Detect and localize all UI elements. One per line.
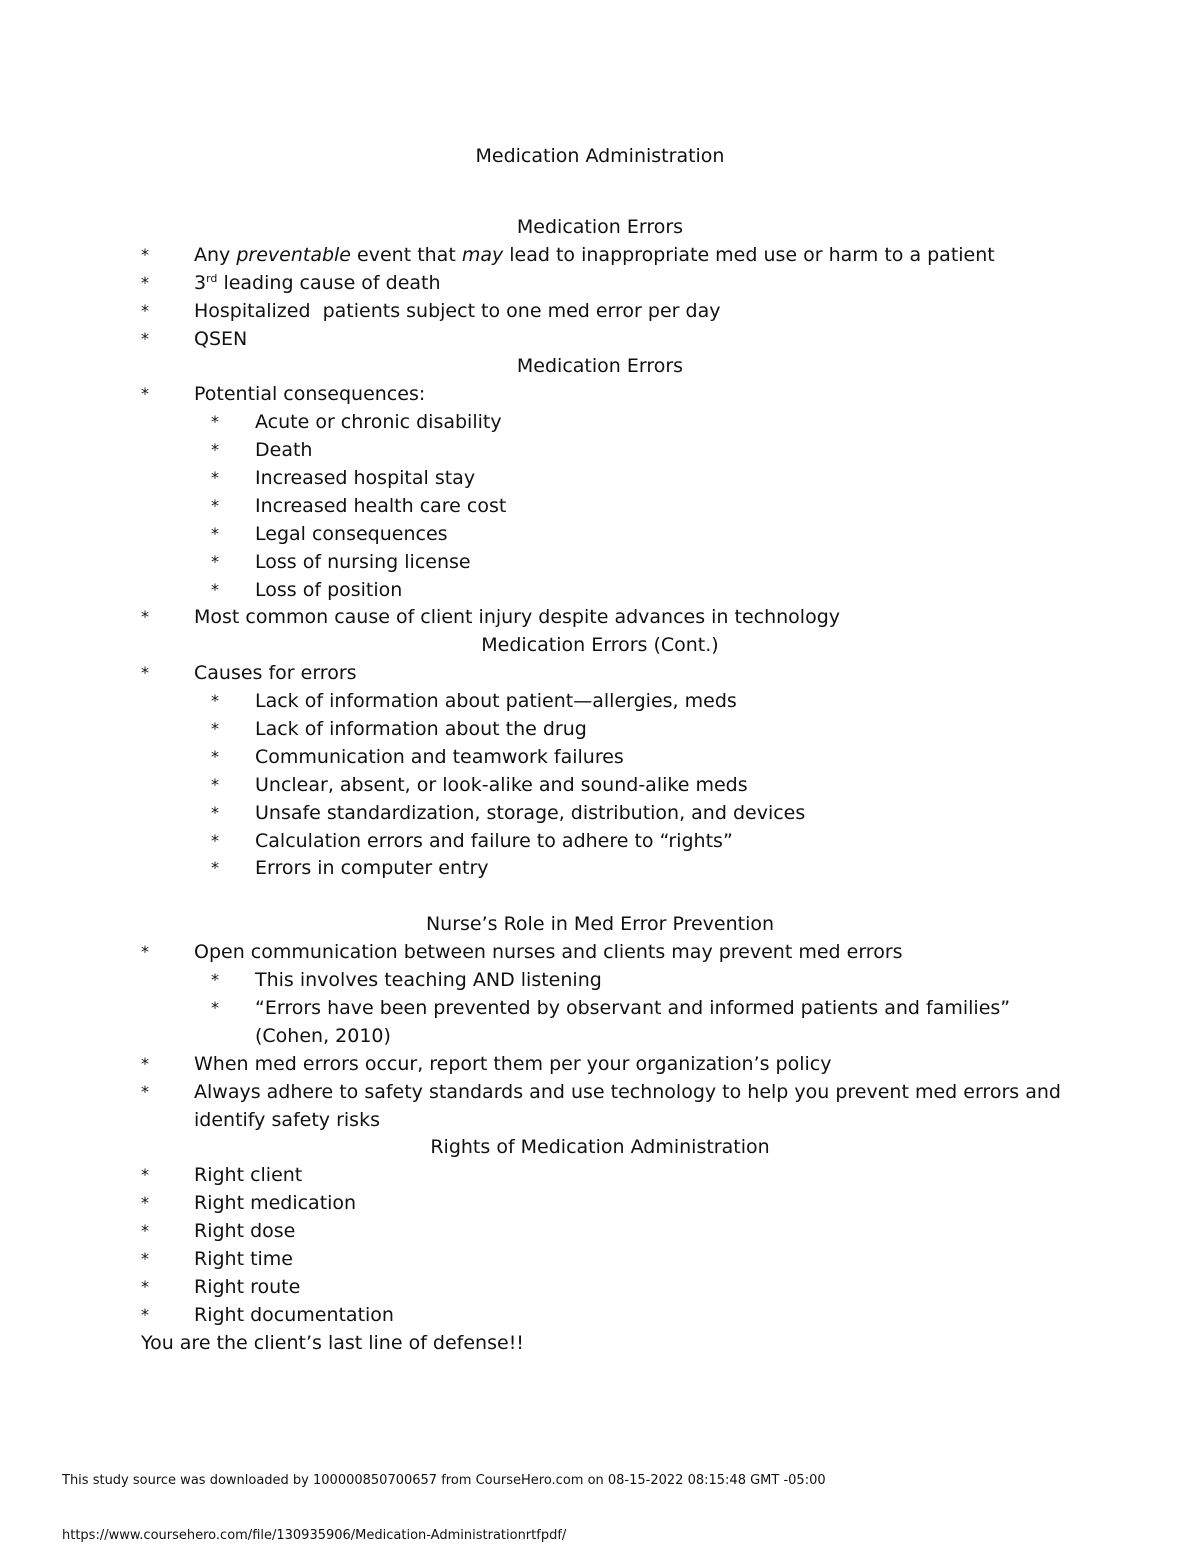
bullet-text: Right time [194,1247,293,1270]
bullet-item [0,660,1200,688]
bullet-item [0,1079,1200,1107]
bullet-text: Right documentation [194,1303,394,1326]
sub-bullet-text: Calculation errors and failure to adhere to “rights” [255,829,733,852]
bullet-text: Any preventable event that may lead to inappropriate med use or harm to a patient [194,243,995,266]
blank-line [0,883,1200,911]
bullet-marker: * [211,579,219,599]
sub-bullet-text: This involves teaching AND listening [255,969,602,992]
source-url-link[interactable]: https://www.coursehero.com/file/130935906/Medication-Administrationrtfpdf/ [62,1528,567,1543]
bullet-text: Most common cause of client injury despite advances in technology [194,606,841,629]
bullet-text: identify safety risks [194,1108,380,1131]
bullet-item [0,381,1200,409]
sub-bullet-item [0,493,1200,521]
sub-bullet-item [0,772,1200,800]
section-heading: Rights of Medication Administration [430,1136,770,1159]
sub-bullet-item [0,577,1200,605]
sub-bullet-text: Increased health care cost [255,494,507,517]
bullet-marker: * [141,1081,149,1101]
sub-bullet-text: Communication and teamwork failures [255,745,624,768]
bullet-text: Right route [194,1275,301,1298]
bullet-text: Causes for errors [194,662,357,685]
bullet-item [0,1274,1200,1302]
bullet-item [0,270,1200,298]
sub-bullet-item [0,828,1200,856]
bullet-marker: * [211,412,219,432]
sub-bullet-text: Increased hospital stay [255,467,476,490]
bullet-item [0,298,1200,326]
bullet-text: Always adhere to safety standards and use technology to help you prevent med errors and [194,1080,1061,1103]
bullet-text: QSEN [194,327,248,350]
bullet-text: Right client [194,1164,303,1187]
bullet-marker: * [141,663,149,683]
bullet-marker: * [141,1276,149,1296]
sub-bullet-item [0,855,1200,883]
sub-bullet-text: Death [255,439,313,462]
bullet-text: Hospitalized patients subject to one med error per day [194,299,721,322]
bullet-marker: * [211,691,219,711]
bullet-marker: * [141,1304,149,1324]
bullet-marker: * [211,468,219,488]
sub-bullet-item [0,549,1200,577]
sub-bullet-item [0,995,1200,1023]
bullet-marker: * [141,1165,149,1185]
bullet-marker: * [211,997,219,1017]
bullet-marker: * [211,719,219,739]
sub-bullet-text: Unclear, absent, or look-alike and sound-alike meds [255,773,748,796]
sub-bullet-text: Loss of nursing license [255,550,471,573]
bullet-item [0,1162,1200,1190]
bullet-marker: * [211,746,219,766]
sub-bullet-text: Errors in computer entry [255,857,489,880]
sub-bullet-text: Lack of information about the drug [255,718,587,741]
download-notice: This study source was downloaded by 100000850700657 from CourseHero.com on 08-15-2022 08:15:48 GMT -05:00 [62,1473,826,1488]
bullet-marker: * [141,1053,149,1073]
bullet-marker: * [141,1221,149,1241]
document-body [0,214,1200,1358]
sub-bullet-text: Lack of information about patient—allergies, meds [255,690,737,713]
sub-bullet-item [0,521,1200,549]
bullet-marker: * [141,1193,149,1213]
sub-bullet-text: Acute or chronic disability [255,411,502,434]
bullet-marker: * [141,1248,149,1268]
bullet-item [0,1302,1200,1330]
bullet-continuation [0,1107,1200,1135]
sub-bullet-item [0,465,1200,493]
bullet-item [0,1246,1200,1274]
sub-bullet-item [0,437,1200,465]
bullet-marker: * [141,328,149,348]
sub-bullet-text: Loss of position [255,578,403,601]
bullet-marker: * [211,858,219,878]
bullet-text: 3rd leading cause of death [194,271,441,294]
bullet-marker: * [141,300,149,320]
bullet-marker: * [211,802,219,822]
bullet-text: When med errors occur, report them per your organization’s policy [194,1052,832,1075]
bullet-marker: * [141,272,149,292]
bullet-item [0,242,1200,270]
section-heading: Medication Errors [516,216,684,238]
bullet-marker: * [141,942,149,962]
bullet-text: Potential consequences: [194,383,426,406]
sub-bullet-item [0,800,1200,828]
sub-bullet-item [0,409,1200,437]
section-heading: Nurse’s Role in Med Error Prevention [425,913,775,936]
bullet-marker: * [141,244,149,264]
sub-bullet-text: “Errors have been prevented by observant and informed patients and families” [255,996,1011,1019]
sub-bullet-item [0,967,1200,995]
bullet-text: Right medication [194,1192,357,1215]
bullet-marker: * [211,970,219,990]
closing-statement [0,1330,1200,1358]
sub-bullet-text: (Cohen, 2010) [255,1024,391,1047]
bullet-marker: * [211,495,219,515]
bullet-marker: * [211,774,219,794]
bullet-marker: * [211,523,219,543]
bullet-marker: * [211,551,219,571]
bullet-marker: * [211,830,219,850]
bullet-text: Right dose [194,1220,296,1243]
bullet-text: Open communication between nurses and clients may prevent med errors [194,941,903,964]
bullet-item [0,939,1200,967]
section-heading: Medication Errors [516,355,684,378]
bullet-item [0,604,1200,632]
bullet-item [0,1218,1200,1246]
sub-bullet-text: Unsafe standardization, storage, distribution, and devices [255,801,806,824]
sub-bullet-item [0,744,1200,772]
section-heading: Medication Errors (Cont.) [481,634,719,657]
bullet-item [0,326,1200,354]
sub-bullet-item [0,688,1200,716]
sub-bullet-text: Legal consequences [255,522,448,545]
bullet-marker: * [141,384,149,404]
sub-bullet-continuation [0,1023,1200,1051]
bullet-item [0,1051,1200,1079]
bullet-marker: * [141,607,149,627]
closing-text: You are the client’s last line of defense!! [141,1331,524,1354]
bullet-marker: * [211,440,219,460]
sub-bullet-item [0,716,1200,744]
bullet-item [0,1190,1200,1218]
document-title: Medication Administration [475,145,725,167]
